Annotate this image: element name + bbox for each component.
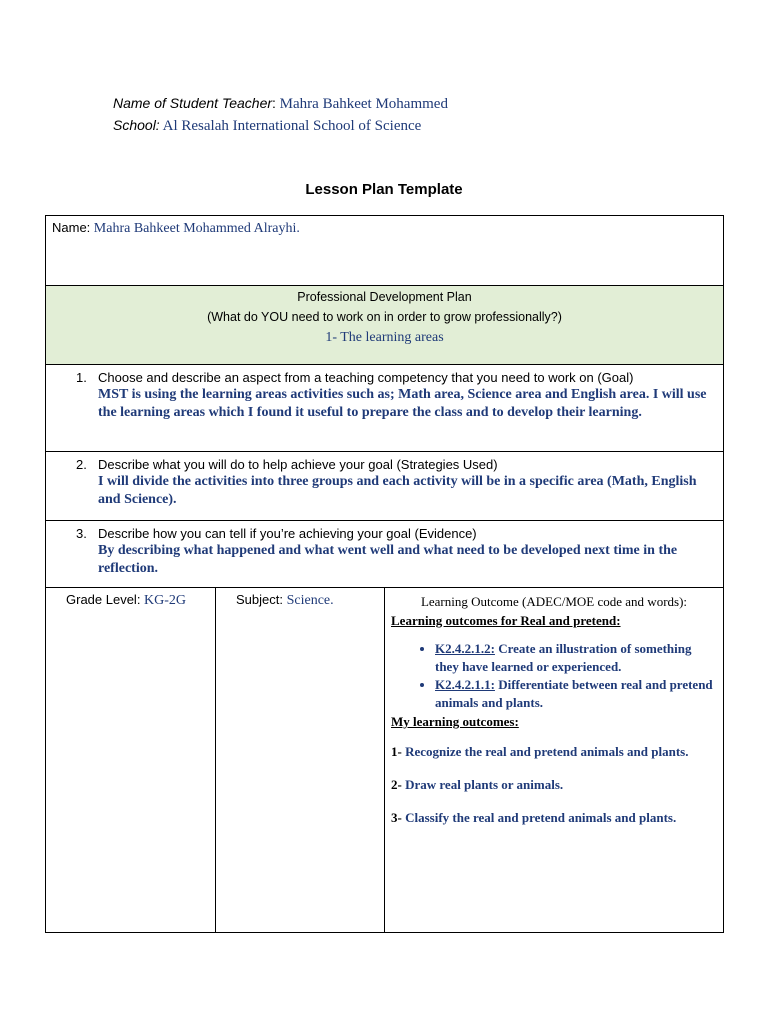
real-pretend-heading: Learning outcomes for Real and pretend: (391, 613, 621, 628)
evidence-prompt (76, 525, 713, 542)
pdp-area: 1- The learning areas (325, 330, 444, 345)
strategies-prompt (76, 456, 713, 473)
goal-prompt-text: Choose and describe an aspect from a teaching competency that you need to work on (Goal) (98, 370, 634, 385)
my-outcome-text: Classify the real and pretend animals and plants. (401, 810, 677, 825)
goal-prompt (76, 369, 713, 386)
name-value: Mahra Bahkeet Mohammed Alrayhi. (90, 221, 300, 236)
my-outcome-text: Recognize the real and pretend animals and plants. (401, 744, 689, 759)
list-item (435, 676, 717, 712)
student-teacher-line (113, 95, 448, 113)
grade-value: KG-2G (144, 593, 187, 608)
my-outcome-1 (391, 741, 717, 762)
school-label: School: (113, 117, 160, 133)
school-value: Al Resalah International School of Science (159, 118, 422, 134)
lesson-plan-table (45, 215, 724, 933)
school-line (113, 117, 421, 135)
pdp-heading: Professional Development Plan (297, 290, 472, 304)
my-outcome-text: Draw real plants or animals. (401, 777, 564, 792)
outcome-list (391, 640, 717, 712)
goal-number: 1. (76, 370, 87, 385)
student-teacher-value: Mahra Bahkeet Mohammed (275, 96, 448, 112)
my-outcome-3 (391, 807, 717, 828)
page-title: Lesson Plan Template (305, 181, 463, 198)
outcome-code: K2.4.2.1.1: (435, 677, 495, 692)
subject-value: Science. (286, 593, 334, 608)
outcome-code: K2.4.2.1.2: (435, 641, 495, 656)
student-teacher-colon: : (272, 95, 276, 111)
grade-level-cell (46, 588, 216, 933)
pdp-question: (What do YOU need to work on in order to grow professionally?) (207, 310, 562, 324)
goal-row (46, 365, 724, 452)
my-outcome-number: 3- (391, 810, 402, 825)
strategies-row (46, 452, 724, 521)
evidence-prompt-text: Describe how you can tell if you’re achieving your goal (Evidence) (98, 526, 477, 541)
strategies-number: 2. (76, 457, 87, 472)
outcome-text: Differentiate between real and pretend animals and plants. (435, 677, 713, 710)
name-label: Name: (52, 220, 91, 235)
subject-cell (216, 588, 385, 933)
outcome-text: Create an illustration of something they have learned or experienced. (435, 641, 692, 674)
subject-label: Subject: (236, 592, 287, 607)
my-outcome-2 (391, 774, 717, 795)
pdp-row (46, 286, 724, 365)
learning-outcome-title: Learning Outcome (ADEC/MOE code and words): (420, 594, 688, 609)
list-item (435, 640, 717, 676)
student-teacher-label: Name of Student Teacher (113, 95, 273, 111)
evidence-number: 3. (76, 526, 87, 541)
goal-answer: MST is using the learning areas activities such as; Math area, Science area and English area. I will use the learning areas which I found it useful to prepare the class and to develop their learning. (98, 387, 707, 420)
name-row (46, 216, 724, 286)
strategies-answer: I will divide the activities into three groups and each activity will be in a specific area (Math, English and Science). (98, 474, 697, 507)
grade-label: Grade Level: (66, 592, 145, 607)
my-outcome-number: 2- (391, 777, 402, 792)
evidence-row (46, 521, 724, 588)
evidence-answer: By describing what happened and what went well and what need to be developed next time in the reflection. (98, 543, 678, 576)
strategies-prompt-text: Describe what you will do to help achieve your goal (Strategies Used) (98, 457, 498, 472)
learning-outcome-cell (385, 588, 724, 933)
my-outcome-number: 1- (391, 744, 402, 759)
my-outcomes-heading: My learning outcomes: (391, 714, 519, 729)
